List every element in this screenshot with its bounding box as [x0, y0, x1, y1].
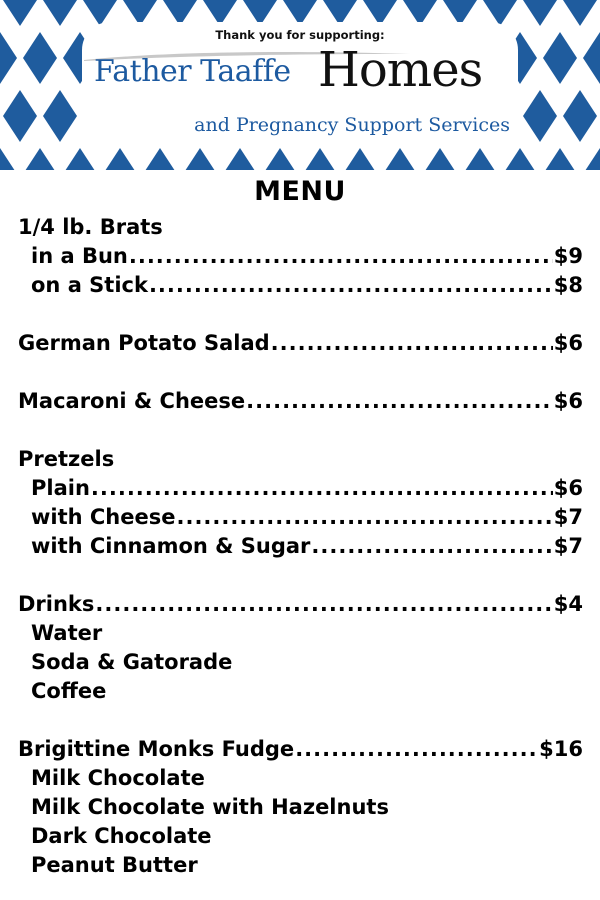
diamond-shape	[23, 32, 57, 84]
diamond-shape	[423, 148, 457, 170]
menu-item-pretzel-cinnamon	[18, 532, 583, 561]
item-label: Peanut Butter	[31, 853, 198, 877]
drink-option	[18, 619, 583, 648]
menu-heading-brats	[18, 213, 583, 242]
item-label: Plain	[31, 476, 90, 500]
item-label: Soda & Gatorade	[31, 650, 233, 674]
header-banner	[0, 0, 600, 170]
menu-heading-pretzels	[18, 445, 583, 474]
diamond-shape	[303, 148, 337, 170]
drink-option	[18, 677, 583, 706]
menu-item-mac-cheese	[18, 387, 583, 416]
item-label: with Cheese	[31, 505, 176, 529]
spacer	[18, 300, 583, 329]
diamond-shape	[183, 148, 217, 170]
dot-leader	[149, 271, 553, 300]
diamond-shape	[563, 0, 597, 26]
dot-leader	[246, 387, 553, 416]
menu-item-pretzel-plain	[18, 474, 583, 503]
item-price: $16	[539, 737, 583, 761]
dot-leader	[91, 474, 553, 503]
diamond-shape	[543, 32, 577, 84]
item-label: in a Bun	[31, 244, 128, 268]
fudge-flavor	[18, 822, 583, 851]
thanks-text: Thank you for supporting:	[215, 28, 385, 42]
menu-list	[18, 213, 583, 880]
diamond-shape	[583, 148, 600, 170]
diamond-shape	[143, 148, 177, 170]
item-price: $6	[553, 389, 583, 413]
diamond-shape	[23, 148, 57, 170]
menu-heading-label: Pretzels	[18, 447, 115, 471]
fudge-flavor	[18, 793, 583, 822]
logo-panel	[82, 22, 518, 146]
diamond-shape	[383, 148, 417, 170]
dot-leader	[95, 590, 552, 619]
menu-item-fudge	[18, 735, 583, 764]
org-name-first: Father Taaffe	[94, 54, 291, 89]
menu-item-brat-bun	[18, 242, 583, 271]
fudge-flavor	[18, 764, 583, 793]
diamond-shape	[263, 148, 297, 170]
item-label: Milk Chocolate with Hazelnuts	[31, 795, 389, 819]
item-label: with Cinnamon & Sugar	[31, 534, 311, 558]
drink-option	[18, 648, 583, 677]
spacer	[18, 706, 583, 735]
item-price: $8	[553, 273, 583, 297]
item-price: $7	[553, 505, 583, 529]
item-price: $9	[553, 244, 583, 268]
dot-leader	[311, 532, 552, 561]
org-logo	[82, 42, 518, 106]
menu-item-potato-salad	[18, 329, 583, 358]
diamond-shape	[343, 148, 377, 170]
menu-item-pretzel-cheese	[18, 503, 583, 532]
dot-leader	[295, 735, 538, 764]
diamond-shape	[523, 90, 557, 142]
item-label: German Potato Salad	[18, 331, 270, 355]
item-label: Macaroni & Cheese	[18, 389, 246, 413]
diamond-shape	[463, 148, 497, 170]
spacer	[18, 561, 583, 590]
diamond-shape	[223, 148, 257, 170]
org-name-second: Homes	[318, 42, 483, 98]
menu-heading-label: 1/4 lb. Brats	[18, 215, 163, 239]
diamond-shape	[43, 0, 77, 26]
org-subtitle: and Pregnancy Support Services	[194, 114, 510, 136]
diamond-shape	[0, 32, 17, 84]
item-price: $7	[553, 534, 583, 558]
fudge-flavor	[18, 851, 583, 880]
diamond-shape	[583, 32, 600, 84]
item-label: Drinks	[18, 592, 95, 616]
menu-title: MENU	[254, 176, 346, 207]
diamond-shape	[63, 148, 97, 170]
item-label: Dark Chocolate	[31, 824, 212, 848]
item-label: Milk Chocolate	[31, 766, 205, 790]
diamond-shape	[0, 148, 17, 170]
diamond-shape	[543, 148, 577, 170]
diamond-shape	[43, 90, 77, 142]
dot-leader	[129, 242, 553, 271]
item-price: $6	[553, 331, 583, 355]
diamond-shape	[523, 0, 557, 26]
item-price: $4	[553, 592, 583, 616]
item-label: Brigittine Monks Fudge	[18, 737, 295, 761]
diamond-shape	[3, 90, 37, 142]
dot-leader	[177, 503, 553, 532]
dot-leader	[271, 329, 553, 358]
menu-item-brat-stick	[18, 271, 583, 300]
menu-item-drinks	[18, 590, 583, 619]
diamond-shape	[103, 148, 137, 170]
item-label: on a Stick	[31, 273, 148, 297]
diamond-shape	[563, 90, 597, 142]
item-price: $6	[553, 476, 583, 500]
spacer	[18, 416, 583, 445]
item-label: Coffee	[31, 679, 107, 703]
diamond-shape	[3, 0, 37, 26]
item-label: Water	[31, 621, 103, 645]
diamond-shape	[503, 148, 537, 170]
spacer	[18, 358, 583, 387]
